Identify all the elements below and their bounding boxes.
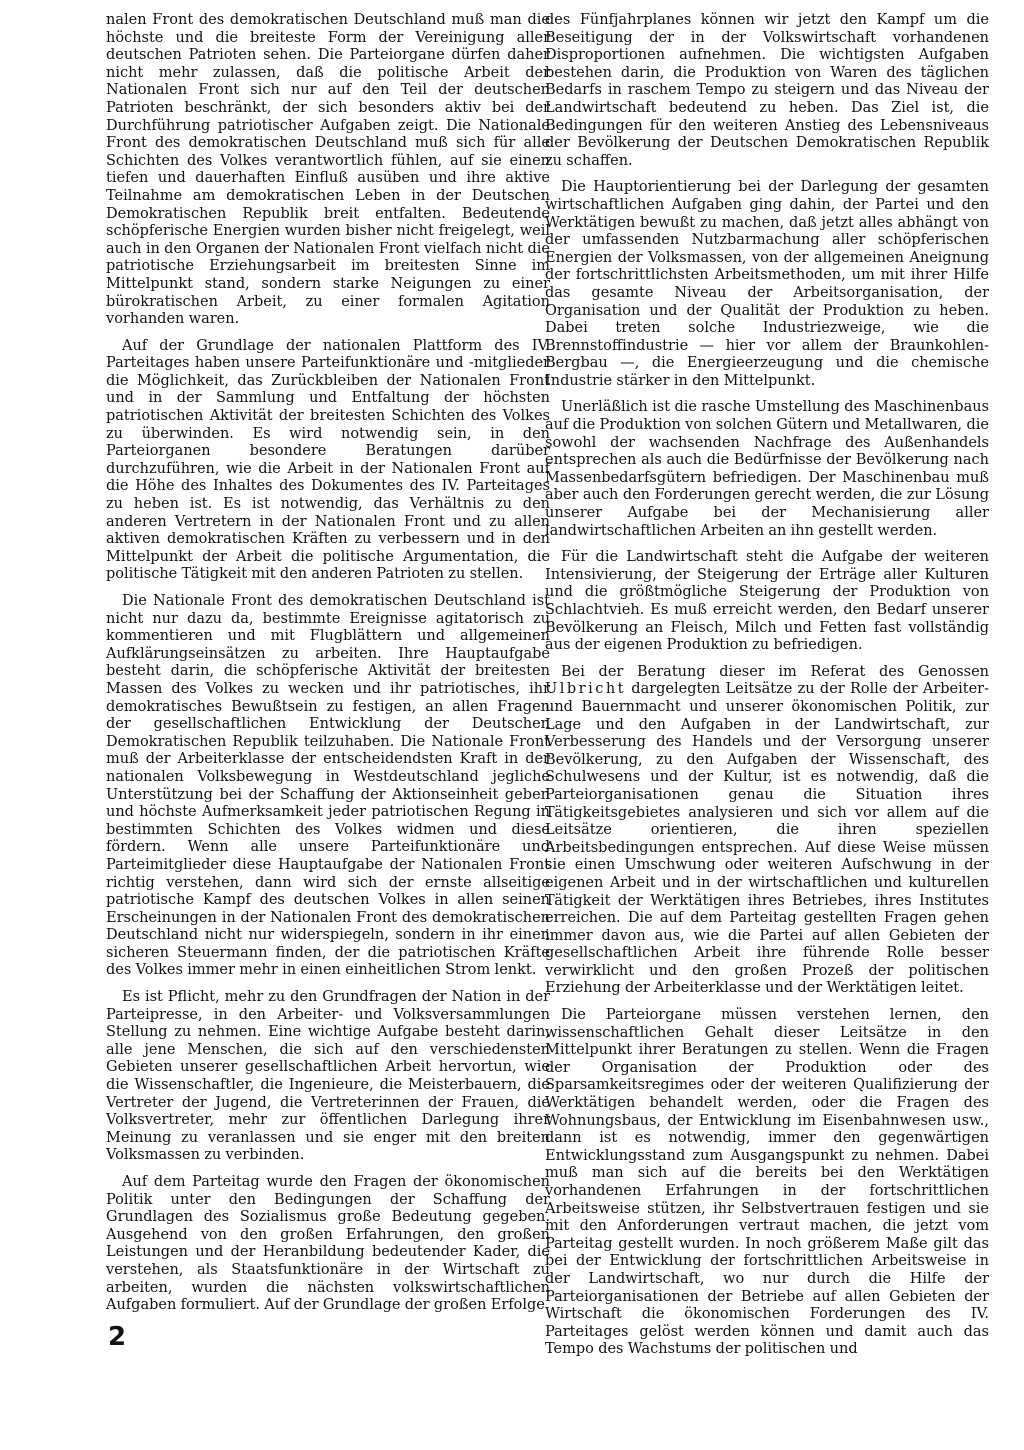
paragraph: des Fünfjahrplanes können wir jetzt den Kampf um die Beseitigung der in der Volkswirtschaft vorhandenen Disproportionen aufnehmen. Die wichtigsten Aufgaben bestehen darin, die Produktion von Waren des täglichen Bedarfs in raschem Tempo zu steigern und das Niveau der Landwirtschaft bedeutend zu heben. Das Ziel ist, die Bedingungen für den weiteren Anstieg des Lebensniveaus der Bevölkerung der Deutschen Demokratischen Republik zu schaffen. xyxy=(545,12,989,169)
paragraph: Die Parteiorgane müssen verstehen lernen, den wissenschaftlichen Gehalt dieser Leitsätze in den Mittelpunkt ihrer Beratungen zu stellen. Wenn die Fragen der Organisation der Produktion oder des Sparsamkeitsregimes oder der weiteren Qualifizierung der Werktätigen behandelt werden, oder die Fragen des Wohnungsbaus, der Entwicklung im Eisenbahnwesen usw., dann ist es notwendig, immer den gegenwärtigen Entwicklungsstand zum Ausgangspunkt zu nehmen. Dabei muß man sich auf die bereits bei den Werktätigen vorhandenen Erfahrungen in der fortschrittlichen Arbeitsweise stützen, ihr Selbstvertrauen festigen und sie mit den Anforderungen vertraut machen, die jetzt vom Parteitag gestellt wurden. In noch größerem Maße gilt das bei der Entwicklung der fortschrittlichen Arbeitsweise in der Landwirtschaft, wo nur durch die Hilfe der Parteiorganisationen der Betriebe auf allen Gebieten der Wirtschaft die ökonomischen Forderungen des IV. Parteitages gelöst werden können und damit auch das Tempo des Wachstums der politischen und xyxy=(545,1007,989,1358)
spaced-name: Ulbricht xyxy=(545,681,626,698)
paragraph: Es ist Pflicht, mehr zu den Grundfragen der Nation in der Parteipresse, in den Arbeiter- und Volksversammlungen Stellung zu nehmen. Eine wichtige Aufgabe besteht darin, alle jene Menschen, die sich auf den verschiedensten Gebieten unserer gesellschaftlichen Arbeit hervortun, wie die Wissenschaftler, die Ingenieure, die Meisterbauern, die Vertreter der Jugend, die Vertreterinnen der Frauen, die Volksvertreter, mehr zur öffentlichen Darlegung ihrer Meinung zu veranlassen und sie enger mit den breiten Volksmassen zu verbinden. xyxy=(106,989,550,1164)
paragraph: Für die Landwirtschaft steht die Aufgabe der weiteren Intensivierung, der Steigerung der Erträge aller Kulturen und die größtmögliche Steigerung der Produktion von Schlachtvieh. Es muß erreicht werden, den Bedarf unserer Bevölkerung an Fleisch, Milch und Fetten fast vollständig aus der eigenen Produktion zu befriedigen. xyxy=(545,549,989,654)
paragraph: Die Nationale Front des demokratischen Deutschland ist nicht nur dazu da, bestimmte Ereignisse agitatorisch zu kommentieren und mit Flugblättern und allgemeinen Aufklärungseinsätzen zu arbeiten. Ihre Hauptaufgabe besteht darin, die schöpferische Aktivität der breitesten Massen des Volkes zu wecken und ihr patriotisches, ihr demokratisches Bewußtsein zu festigen, an allen Fragen der gesellschaftlichen Entwicklung der Deutschen Demokratischen Republik teilzuhaben. Die Nationale Front muß der Arbeiterklasse der entscheidendsten Kraft in der nationalen Volksbewegung in Westdeutschland jegliche Unterstützung bei der Schaffung der Aktionseinheit geben und höchste Aufmerksamkeit jeder patriotischen Regung in bestimmten Schichten des Volkes widmen und diese fördern. Wenn alle unsere Parteifunktionäre und Parteimitglieder diese Hauptaufgabe der Nationalen Front richtig verstehen, dann wird sich der ernste allseitige patriotische Kampf des deutschen Volkes in allen seinen Erscheinungen in der Nationalen Front des demokratischen Deutschland nicht nur widerspiegeln, sondern in ihr einen sicheren Steuermann finden, der die patriotischen Kräfte des Volkes immer mehr in einen einheitlichen Strom lenkt. xyxy=(106,593,550,979)
paragraph-text: Bei der Beratung dieser im Referat des Genossen xyxy=(561,663,989,680)
right-column xyxy=(545,12,989,1368)
paragraph: Unerläßlich ist die rasche Umstellung des Maschinenbaus auf die Produktion von solchen Gütern und Metallwaren, die sowohl der wachsenden Nachfrage des Außenhandels entsprechen als auch die Bedürfnisse der Bevölkerung nach Massenbedarfsgütern befriedigen. Der Maschinenbau muß aber auch den Forderungen gerecht werden, die zur Lösung unserer Aufgabe bei der Mechanisierung aller landwirtschaftlichen Arbeiten an ihn gestellt werden. xyxy=(545,399,989,539)
paragraph xyxy=(545,664,989,998)
paragraph: Die Hauptorientierung bei der Darlegung der gesamten wirtschaftlichen Aufgaben ging dahin, der Partei und den Werktätigen bewußt zu machen, daß jetzt alles abhängt von der umfassenden Nutzbarmachung aller schöpferischen Energien der Volksmassen, von der allgemeinen Aneignung der fortschrittlichsten Arbeitsmethoden, um mit ihrer Hilfe das gesamte Niveau der Arbeitsorganisation, der Organisation und der Qualität der Produktion zu heben. Dabei treten solche Industriezweige, wie die Brennstoffindustrie — hier vor allem der Braunkohlen-Bergbau —, die Energieerzeugung und die chemische Industrie stärker in den Mittelpunkt. xyxy=(545,179,989,389)
left-column xyxy=(106,12,550,1324)
page-number: 2 xyxy=(108,1322,127,1352)
paragraph: nalen Front des demokratischen Deutschland muß man die höchste und die breiteste Form der Vereinigung aller deutschen Patrioten sehen. Die Parteiorgane dürfen daher nicht mehr zulassen, daß die politische Arbeit der Nationalen Front sich nur auf den Teil der deutschen Patrioten beschränkt, der sich besonders aktiv bei der Durchführung patriotischer Aufgaben zeigt. Die Nationale Front des demokratischen Deutschland muß sich für alle Schichten des Volkes verantwortlich fühlen, auf sie einen tiefen und dauerhaften Einfluß ausüben und ihre aktive Teilnahme am demokratischen Leben in der Deutschen Demokratischen Republik breit entfalten. Bedeutende schöpferische Energien wurden bisher nicht freigelegt, weil auch in den Organen der Nationalen Front vielfach nicht die patriotische Erziehungsarbeit im breitesten Sinne im Mittelpunkt stand, sondern starke Neigungen zu einer bürokratischen Arbeit, zu einer formalen Agitation vorhanden waren. xyxy=(106,12,550,328)
paragraph: Auf dem Parteitag wurde den Fragen der ökonomischen Politik unter den Bedingungen der Schaffung der Grundlagen des Sozialismus große Bedeutung gegeben. Ausgehend von den großen Erfahrungen, den großen Leistungen und der Heranbildung bedeutender Kader, die verstehen, als Staatsfunktionäre in der Wirtschaft zu arbeiten, wurden die nächsten volkswirtschaftlichen Aufgaben formuliert. Auf der Grundlage der großen Erfolge xyxy=(106,1174,550,1314)
paragraph: Auf der Grundlage der nationalen Plattform des IV. Parteitages haben unsere Parteifunktionäre und -mitglieder die Möglichkeit, das Zurückbleiben der Nationalen Front und in der Sammlung und Entfaltung der höchsten patriotischen Aktivität der breitesten Schichten des Volkes zu überwinden. Es wird notwendig sein, in den Parteiorganen besondere Beratungen darüber durchzuführen, wie die Arbeit in der Nationalen Front auf die Höhe des Inhaltes des Dokumentes des IV. Parteitages zu heben ist. Es ist notwendig, das Verhältnis zu den anderen Vertretern in der Nationalen Front und zu allen aktiven demokratischen Kräften zu verbessern und in den Mittelpunkt der Arbeit die politische Argumentation, die politische Tätigkeit mit den anderen Patrioten zu stellen. xyxy=(106,337,550,583)
paragraph-text: dargelegten Leitsätze zu der Rolle der Arbeiter- und Bauernmacht und unserer ökonomischen Politik, zur Lage und den Aufgaben in der Landwirtschaft, zur Verbesserung des Handels und der Versorgung unserer Bevölkerung, zu den Aufgaben der Wissenschaft, des Schulwesens und der Kultur, ist es notwendig, daß die Parteiorganisationen genau die Situation ihres Tätigkeitsgebietes analysieren und sich vor allem auf die Leitsätze orientieren, die ihren speziellen Arbeitsbedingungen entsprechen. Auf diese Weise müssen sie einen Umschwung oder weiteren Aufschwung in der eigenen Arbeit und in der wirtschaftlichen und kulturellen Tätigkeit der Werktätigen ihres Betriebes, ihres Institutes erreichen. Die auf dem Parteitag gestellten Fragen gehen immer davon aus, wie die Partei auf allen Gebieten der gesellschaftlichen Arbeit ihre führende Rolle besser verwirklicht und den großen Prozeß der politischen Erziehung der Arbeiterklasse und der Werktätigen leitet. xyxy=(545,681,990,997)
